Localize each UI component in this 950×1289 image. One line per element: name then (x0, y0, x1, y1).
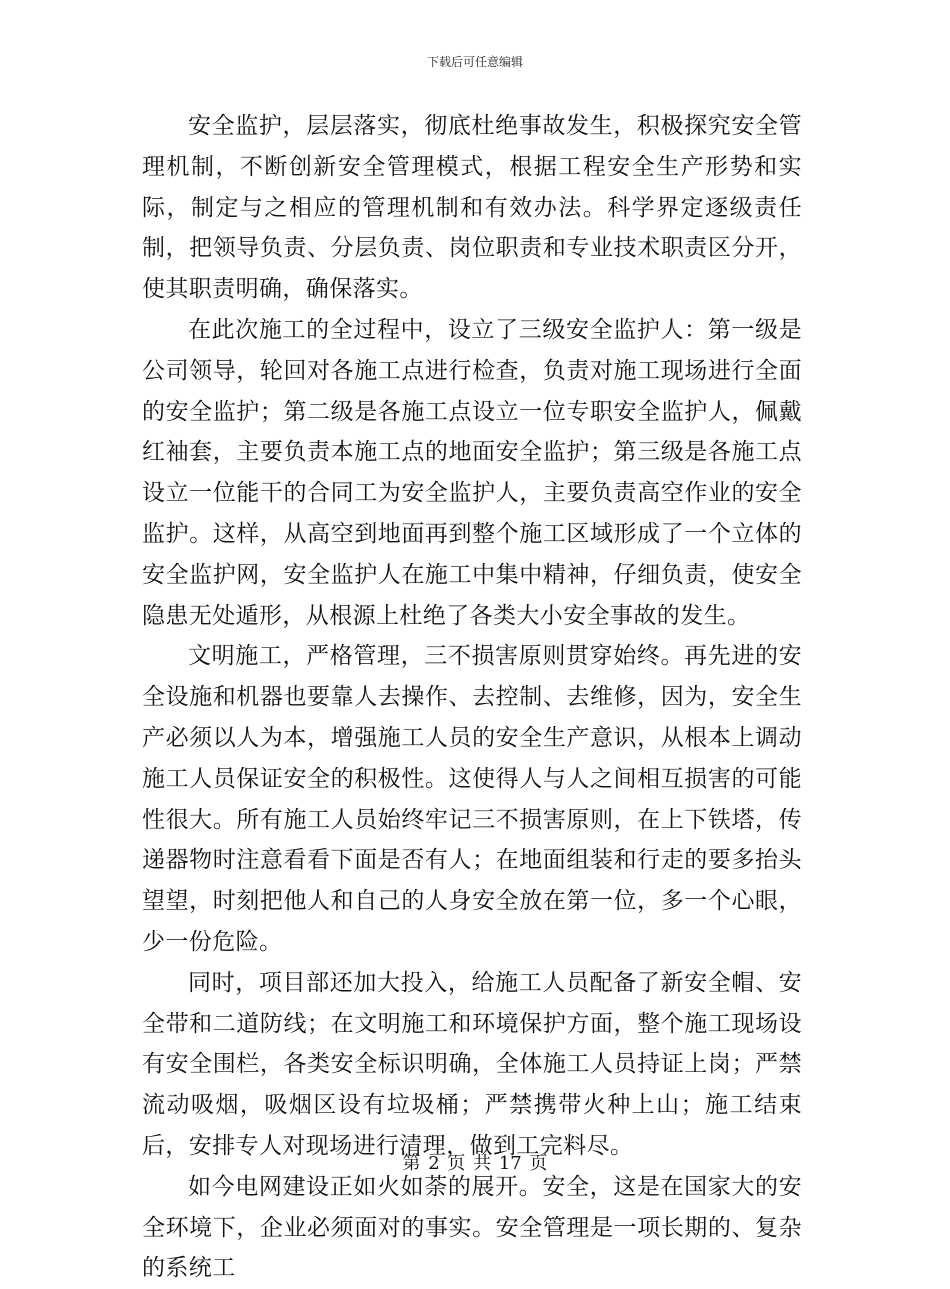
paragraph-5: 如今电网建设正如火如荼的展开。安全，这是在国家大的安全环境下，企业必须面对的事实。安全管理是一项长期的、复杂的系统工 (142, 1173, 802, 1282)
paragraph-1: 安全监护，层层落实，彻底杜绝事故发生，积极探究安全管理机制，不断创新安全管理模式，根据工程安全生产形势和实际，制定与之相应的管理机制和有效办法。科学界定逐级责任制，把领导负责、分层负责、岗位职责和专业技术职责区分开，使其职责明确，确保落实。 (142, 113, 802, 303)
paragraph-3: 文明施工，严格管理，三不损害原则贯穿始终。再先进的安全设施和机器也要靠人去操作、去控制、去维修，因为，安全生产必须以人为本，增强施工人员的安全生产意识，从根本上调动施工人员保证安全的积极性。这使得人与人之间相互损害的可能性很大。所有施工人员始终牢记三不损害原则，在上下铁塔，传递器物时注意看看下面是否有人；在地面组装和行走的要多抬头望望，时刻把他人和自己的人身安全放在第一位，多一个心眼，少一份危险。 (142, 643, 802, 955)
page-number-footer: 第 2 页 共 17 页 (402, 1153, 548, 1174)
paragraph-4: 同时，项目部还加大投入，给施工人员配备了新安全帽、安全带和二道防线；在文明施工和环境保护方面，整个施工现场设有安全围栏，各类安全标识明确，全体施工人员持证上岗；严禁流动吸烟，吸烟区设有垃圾桶；严禁携带火种上山；施工结束后，安排专人对现场进行清理，做到工完料尽。 (142, 969, 802, 1159)
document-body (142, 106, 802, 1289)
paragraph-2: 在此次施工的全过程中，设立了三级安全监护人：第一级是公司领导，轮回对各施工点进行检查，负责对施工现场进行全面的安全监护；第二级是各施工点设立一位专职安全监护人，佩戴红袖套，主要负责本施工点的地面安全监护；第三级是各施工点设立一位能干的合同工为安全监护人，主要负责高空作业的安全监护。这样，从高空到地面再到整个施工区域形成了一个立体的安全监护网，安全监护人在施工中集中精神，仔细负责，使安全隐患无处遁形，从根源上杜绝了各类大小安全事故的发生。 (142, 316, 802, 629)
page-header: 下载后可任意编辑 (426, 55, 523, 69)
